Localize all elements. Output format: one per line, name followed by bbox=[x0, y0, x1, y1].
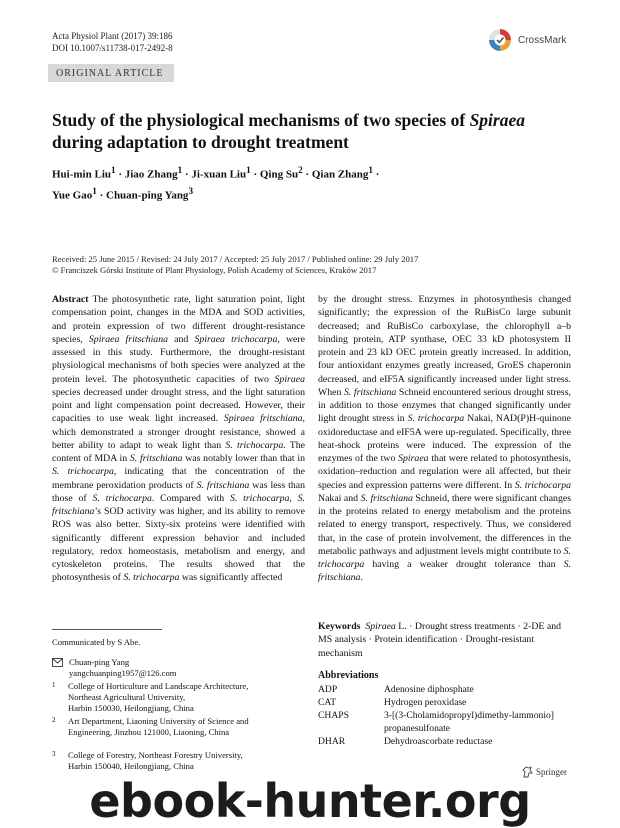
abstract-text: , which demonstrated a stronger drought resistance, showed a better ability to adapt to weak light than bbox=[52, 413, 305, 451]
species-name: S. trichocarpa bbox=[407, 413, 465, 425]
abstract-text: . bbox=[360, 572, 363, 584]
abstract-right-column bbox=[318, 293, 571, 605]
affiliation-line: College of Horticulture and Landscape Architecture, bbox=[68, 681, 249, 691]
species-name: Spiraea trichocarpa bbox=[194, 333, 278, 345]
affiliation-line: Harbin 150030, Heilongjiang, China bbox=[68, 703, 194, 713]
contact-name: Chuan-ping Yang bbox=[69, 657, 130, 667]
author-name[interactable]: Qian Zhang bbox=[311, 168, 369, 181]
affiliation-number: 3 bbox=[52, 750, 56, 758]
keywords bbox=[318, 620, 571, 660]
species-name: S. trichocarpa bbox=[225, 439, 284, 451]
abstract-text: , were assessed in this study. Furthermore, the drought-resistant physiological mechanisms of both species were analyzed at the protein level. The photosynthetic capacities of two bbox=[52, 333, 305, 385]
publication-dates bbox=[52, 254, 582, 276]
species-name: S. fritschiana bbox=[360, 492, 413, 504]
author-affiliation-mark: 3 bbox=[188, 185, 194, 196]
affiliation-line: Northeast Agricultural University, bbox=[68, 692, 186, 702]
species-name: S. fritschiana bbox=[52, 492, 305, 517]
author-name[interactable]: Qing Su bbox=[259, 168, 299, 181]
footnote-divider bbox=[52, 629, 162, 630]
abstract-text: was notably lower than that in bbox=[182, 453, 305, 464]
species-name: S. trichocarpa bbox=[92, 492, 152, 504]
abbreviation-key: DHAR bbox=[318, 736, 346, 747]
author-affiliation-mark: 1 bbox=[177, 165, 183, 175]
species-name: S. trichocarpa bbox=[123, 572, 180, 584]
crossmark-badge[interactable] bbox=[488, 26, 592, 54]
author-list: Hui-min Liu$^1$ · Jiao Zhang$^1$ · Ji-xuan Liu$^1$ · Qing $Su^2$ · Qian Zhang$^1$ · Yue Gao$^1$ · Chuan-ping Yang$^3$ bbox=[52, 165, 380, 202]
abstract-text: Schneid, there were significant changes in the proteins related to energy metabolism and the proteins related to energy transport, respectively. Thus, we considered that, in the case of protein involvement, the differences in the metabolic pathways and adjustment levels might contribute to bbox=[318, 492, 571, 557]
journal-citation bbox=[52, 30, 173, 54]
envelope-icon bbox=[52, 658, 63, 667]
author-affiliation-mark: 1 bbox=[92, 185, 97, 196]
affiliation bbox=[52, 750, 302, 772]
affiliation-number: 2 bbox=[52, 716, 56, 724]
abbreviation-value: Dehydroascorbate reductase bbox=[384, 736, 493, 747]
keywords-label: Keywords bbox=[318, 621, 361, 632]
journal-line: Acta Physiol Plant (2017) 39:186 bbox=[52, 31, 173, 41]
section-tag: ORIGINAL ARTICLE bbox=[48, 64, 174, 82]
author-name[interactable]: Ji-xuan Liu bbox=[191, 168, 247, 181]
species-name: Spiraea bbox=[274, 373, 305, 385]
abbreviation-value: 3-[(3-Cholamidopropyl)dimethy-lammonio] propanesulfonate bbox=[384, 710, 554, 734]
abstract-text: . The content of MDA in bbox=[52, 439, 305, 464]
title-part-2: during adaptation to drought treatment bbox=[52, 132, 349, 152]
affiliation-line: Engineering, Jinzhou 121000, Liaoning, China bbox=[68, 727, 230, 737]
abstract-text: having a weaker drought tolerance than bbox=[364, 559, 564, 570]
abstract-left-column bbox=[52, 293, 305, 601]
crossmark-label: CrossMark bbox=[518, 34, 567, 46]
species-name: S. fritschiana bbox=[129, 453, 183, 464]
species-name: S. fritschiana bbox=[343, 386, 397, 398]
abbreviation-key: ADP bbox=[318, 684, 338, 695]
history-line: Received: 25 June 2015 / Revised: 24 July 2017 / Accepted: 25 July 2017 / Published online: 29 July 2017 bbox=[52, 254, 419, 264]
species-name: S. trichocarpa bbox=[514, 479, 571, 491]
author-name[interactable]: Chuan-ping Yang bbox=[106, 189, 189, 202]
abbreviation-row bbox=[318, 684, 571, 697]
author-name[interactable]: Hui-min Liu bbox=[52, 168, 111, 181]
affiliation bbox=[52, 716, 302, 738]
species-name: Spiraea fritschiana bbox=[223, 413, 303, 425]
abstract-text: and bbox=[168, 333, 195, 345]
affiliation-line: Harbin 150040, Heilongjiang, China bbox=[68, 761, 194, 771]
doi-line[interactable]: DOI 10.1007/s11738-017-2492-8 bbox=[52, 43, 173, 53]
affiliation-line: Art Department, Liaoning University of Science and bbox=[68, 716, 249, 726]
abstract-text: was significantly affected bbox=[179, 572, 283, 584]
watermark: ebook-hunter.org bbox=[89, 774, 531, 828]
abstract-text: , bbox=[289, 492, 298, 504]
abstract-text: by the drought stress. Enzymes in photosynthesis changed significantly; the expression of the RuBisCo large subunit decreased; and RuBisCo carboxylase, the chlorophyll a–b binding protein, ATP synthase, OEC 33 kD photosystem II protein and 23 kD OEC protein greatly increased. In addition, four antioxidant enzymes greatly increased, GroES chaperonin decreased, and eIF5A significantly increased under light stress. When bbox=[318, 294, 571, 398]
abstract-text: ’s SOD activity was higher, and its ability to remove ROS was also better. Sixty-six proteins were identified with significantly different expression behavior and included regulatory, redox homeostasis, metabolism and energy, and cytoskeleton proteins. The results showed that the photosynthesis of bbox=[52, 506, 305, 584]
abstract-text: , indicating that the concentration of the membrane peroxidation products of bbox=[52, 466, 305, 491]
abstract-text: . Compared with bbox=[151, 492, 230, 504]
species-name: S. fritschiana bbox=[196, 479, 250, 491]
species-name: S. trichocarpa bbox=[229, 492, 290, 504]
corresponding-author bbox=[52, 657, 302, 679]
abbreviation-key: CAT bbox=[318, 697, 337, 708]
copyright-line: © Franciszek Górski Institute of Plant Physiology, Polish Academy of Sciences, Kraków 2017 bbox=[52, 265, 377, 275]
abstract-text: The photosynthetic rate, light saturation point, light compensation point, changes in the MDA and SOD activities, and protein expression of two different drought-resistance species, bbox=[52, 294, 305, 345]
keyword-genus: Spiraea bbox=[365, 621, 396, 632]
author-affiliation-mark: 1 bbox=[111, 165, 116, 175]
abbreviation-key: CHAPS bbox=[318, 710, 349, 721]
affiliation-number: 1 bbox=[52, 681, 56, 689]
article-title bbox=[52, 109, 572, 153]
affiliation-line: College of Forestry, Northeast Forestry University, bbox=[68, 750, 243, 760]
contact-email[interactable]: yangchuanping1957@126.com bbox=[69, 668, 177, 678]
title-genus: Spiraea bbox=[469, 110, 526, 130]
abstract-text: species decreased under drought stress, and the light saturation point and light compensation point decreased. However, their capacities to use weak light increased. bbox=[52, 386, 305, 425]
author-affiliation-mark: 1 bbox=[246, 165, 251, 175]
affiliation bbox=[52, 681, 302, 714]
author-name[interactable]: Jiao Zhang bbox=[124, 168, 178, 181]
abstract-label: Abstract bbox=[52, 294, 89, 305]
abstract-text: was less than those of bbox=[52, 479, 305, 504]
abstract-text: Nakai, NAD(P)H-quinone oxidoreductase and eIF5A were up-regulated. Specifically, three heat-shock proteins were induced. The expression of the enzymes of the two bbox=[318, 413, 571, 464]
crossmark-icon bbox=[488, 28, 512, 52]
abbreviation-row bbox=[318, 697, 571, 710]
abbreviation-row bbox=[318, 736, 571, 749]
keywords-text: L. · Drought stress treatments · 2-DE and MS analysis · Protein identification · Drought-resistant mechanism bbox=[318, 621, 561, 659]
title-part-1: Study of the physiological mechanisms of two species of bbox=[52, 110, 470, 130]
author-affiliation-mark: 1 bbox=[368, 165, 373, 175]
abbreviation-value: Adenosine diphosphate bbox=[384, 684, 474, 695]
author-affiliation-mark: 2 bbox=[298, 165, 303, 175]
communicated-by: Communicated by S Abe. bbox=[52, 637, 141, 647]
species-name: S. trichocarpa bbox=[52, 466, 114, 478]
abbreviation-row bbox=[318, 710, 571, 735]
species-name: Spiraea bbox=[398, 453, 429, 464]
species-name: S. trichocarpa bbox=[318, 545, 571, 570]
abbreviation-value: Hydrogen peroxidase bbox=[384, 697, 467, 708]
abstract-text: Schneid encountered serious drought stress, in addition to those enzymes that changed significantly under light drought stress in bbox=[318, 386, 571, 425]
abbreviations-heading: Abbreviations bbox=[318, 670, 379, 681]
species-name: Spiraea fritschiana bbox=[88, 333, 168, 345]
abstract-text: Nakai and bbox=[318, 492, 361, 504]
species-name: S. fritschiana bbox=[318, 559, 571, 584]
abstract-text: that were related to photosynthesis, oxidation–reduction and regulation were all affected, but their species and expression patterns were different. In bbox=[318, 453, 571, 491]
publisher-name: Springer bbox=[536, 767, 567, 777]
author-name[interactable]: Yue Gao bbox=[52, 189, 93, 202]
